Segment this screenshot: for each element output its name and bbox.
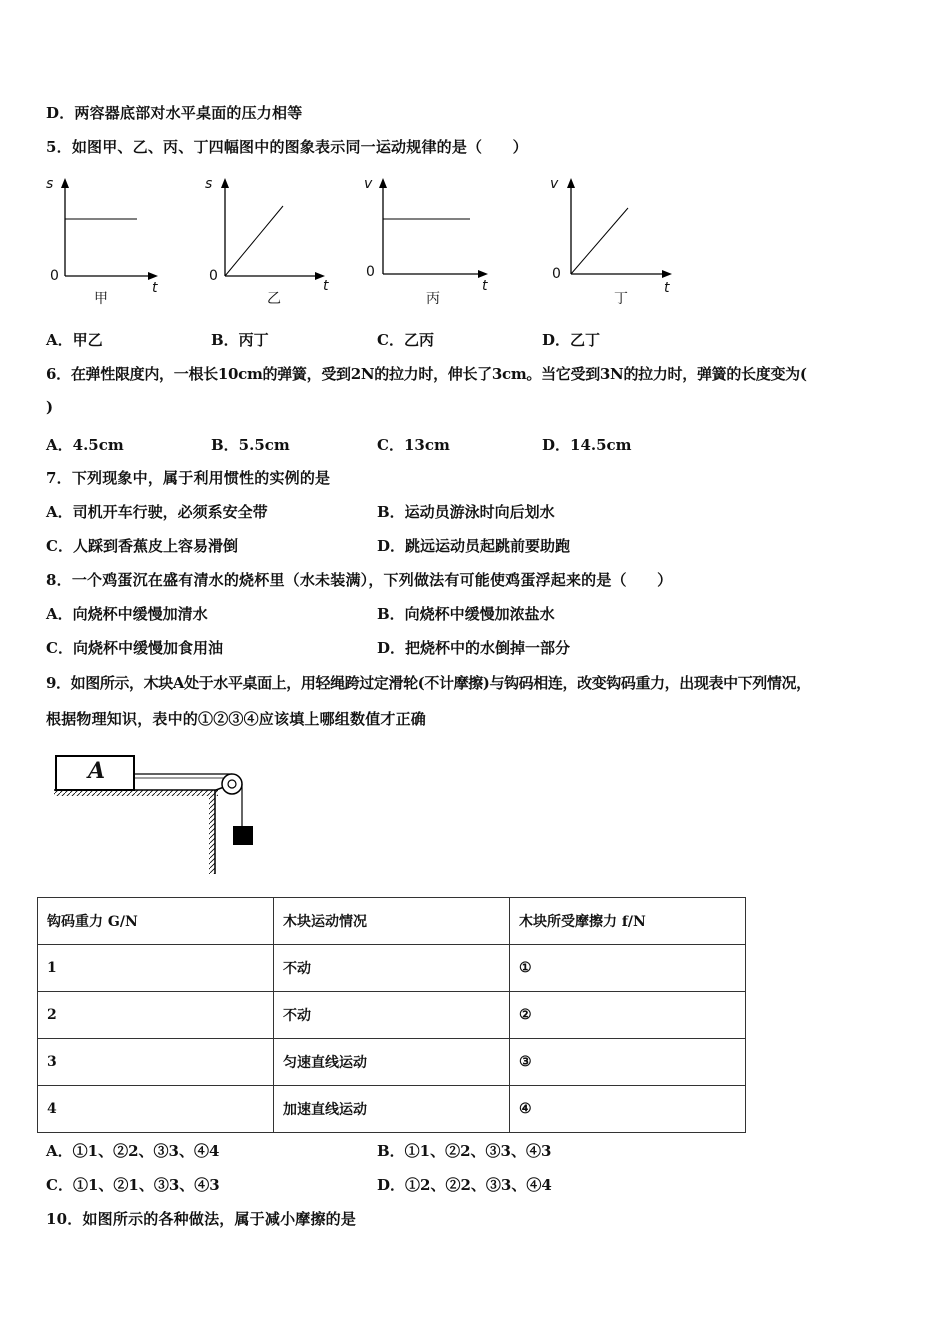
- graph-bing-y-label: v: [364, 176, 373, 192]
- friction-table: [37, 897, 746, 1133]
- graph-yi-origin: 0: [209, 268, 218, 284]
- table-row: [38, 992, 746, 1039]
- table-cell: 3: [38, 1039, 274, 1086]
- graph-bing: [362, 176, 497, 306]
- graph-jia-x-label: t: [152, 280, 158, 296]
- table-cell: ③: [510, 1039, 746, 1086]
- q9-stem-line1: 9．如图所示，木块A处于水平桌面上，用轻绳跨过定滑轮(不计摩擦)与钩码相连，改变钩码重力，出现表中下列情况，: [46, 674, 811, 692]
- graph-bing-origin: 0: [366, 264, 375, 280]
- q5-option-a: A．甲乙: [46, 331, 103, 349]
- graph-ding: [548, 176, 683, 306]
- table-cell: 匀速直线运动: [274, 1039, 510, 1086]
- header-friction: 木块所受摩擦力 f/N: [510, 898, 746, 945]
- q8-option-c: C．向烧杯中缓慢加食用油: [46, 639, 223, 657]
- table-cell: 加速直线运动: [274, 1086, 510, 1133]
- table-header-row: [38, 898, 746, 945]
- graph-jia-y-label: s: [46, 176, 54, 192]
- q7-option-a: A．司机开车行驶，必须系安全带: [46, 503, 268, 521]
- q8-option-b: B．向烧杯中缓慢加浓盐水: [377, 605, 555, 623]
- q5-option-c: C．乙丙: [377, 331, 434, 349]
- table-cell: 不动: [274, 945, 510, 992]
- table-cell: 4: [38, 1086, 274, 1133]
- header-weight: 钩码重力 G/N: [38, 898, 274, 945]
- header-motion: 木块运动情况: [274, 898, 510, 945]
- q6-option-c: C．13cm: [377, 436, 450, 454]
- q6-option-b: B．5.5cm: [211, 436, 290, 454]
- table-cell: ④: [510, 1086, 746, 1133]
- q5-stem: 5．如图甲、乙、丙、丁四幅图中的图象表示同一运动规律的是（ ）: [46, 138, 528, 156]
- q4-option-d: D．两容器底部对水平桌面的压力相等: [46, 104, 303, 122]
- q5-option-d: D．乙丁: [542, 331, 601, 349]
- graph-bing-x-label: t: [482, 278, 488, 294]
- q7-option-c: C．人踩到香蕉皮上容易滑倒: [46, 537, 238, 555]
- graph-ding-y-label: v: [550, 176, 559, 192]
- q9-option-a: A．①1、②2、③3、④4: [46, 1142, 220, 1160]
- q8-stem: 8．一个鸡蛋沉在盛有清水的烧杯里（水未装满），下列做法有可能使鸡蛋浮起来的是（ ）: [46, 571, 673, 589]
- graph-ding-origin: 0: [552, 266, 561, 282]
- table-row: [38, 1039, 746, 1086]
- graph-jia: [44, 176, 164, 306]
- graph-jia-caption: 甲: [94, 291, 108, 307]
- graph-yi-y-label: s: [205, 176, 213, 192]
- table-cell: ②: [510, 992, 746, 1039]
- q6-option-a: A．4.5cm: [46, 436, 124, 454]
- table-cell: 不动: [274, 992, 510, 1039]
- table-cell: 2: [38, 992, 274, 1039]
- pulley-figure: [50, 748, 270, 878]
- q9-stem-line2: 根据物理知识，表中的①②③④应该填上哪组数值才正确: [46, 710, 427, 728]
- q6-stem-line1: 6．在弹性限度内，一根长10cm的弹簧，受到2N的拉力时，伸长了3cm。当它受到3N的拉力时，弹簧的长度变为(: [46, 365, 807, 383]
- q10-stem: 10．如图所示的各种做法，属于减小摩擦的是: [46, 1210, 357, 1228]
- graph-yi-caption: 乙: [267, 291, 281, 307]
- q7-option-d: D．跳远运动员起跳前要助跑: [377, 537, 571, 555]
- table-row: [38, 945, 746, 992]
- q6-option-d: D．14.5cm: [542, 436, 632, 454]
- q8-option-d: D．把烧杯中的水倒掉一部分: [377, 639, 571, 657]
- graph-ding-x-label: t: [664, 280, 670, 296]
- q7-option-b: B．运动员游泳时向后划水: [377, 503, 555, 521]
- q7-stem: 7．下列现象中，属于利用惯性的实例的是: [46, 469, 331, 487]
- block-a-label: A: [88, 758, 106, 784]
- table-row: [38, 1086, 746, 1133]
- graph-yi-x-label: t: [323, 278, 329, 294]
- q9-option-c: C．①1、②1、③3、④3: [46, 1176, 220, 1194]
- q6-stem-line2: ): [46, 398, 54, 416]
- q5-option-b: B．丙丁: [211, 331, 269, 349]
- graph-bing-caption: 丙: [426, 291, 440, 307]
- q8-option-a: A．向烧杯中缓慢加清水: [46, 605, 208, 623]
- graph-jia-origin: 0: [50, 268, 59, 284]
- table-cell: 1: [38, 945, 274, 992]
- graph-ding-caption: 丁: [614, 291, 628, 307]
- graph-yi: [203, 176, 333, 306]
- table-cell: ①: [510, 945, 746, 992]
- q9-option-b: B．①1、②2、③3、④3: [377, 1142, 552, 1160]
- q9-option-d: D．①2、②2、③3、④4: [377, 1176, 552, 1194]
